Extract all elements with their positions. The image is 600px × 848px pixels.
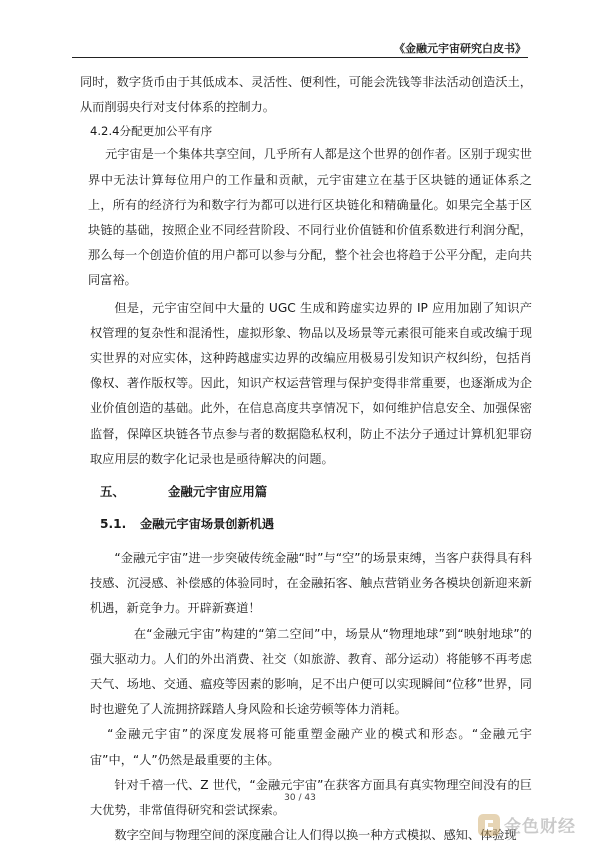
section-heading-5-1 bbox=[90, 512, 532, 536]
paragraph-4: “金融元宇宙”进一步突破传统金融“时”与“空”的场景束缚，当客户获得具有科技感、沉浸感、补偿感的体验同时，在金融拓客、触点营销业务各模块创新迎来新机遇，新竞争力。开辟新赛道！ bbox=[90, 551, 532, 616]
paragraph-6: “金融元宇宙”的深度发展将可能重塑金融产业的模式和形态。“金融元宇宙”中，“人”仍然是最重要的主体。 bbox=[90, 727, 532, 767]
paragraph-8: 数字空间与物理空间的深度融合让人们得以换一种方式模拟、感知、体验现 bbox=[114, 828, 517, 843]
header-rule bbox=[72, 57, 528, 58]
paragraph-1: 同时，数字货币由于其低成本、灵活性、便利性，可能会洗钱等非法活动创造沃土，从而削弱央行对支付体系的控制力。 bbox=[80, 75, 532, 115]
section-title: 金融元宇宙应用篇 bbox=[168, 484, 268, 500]
section-heading-5 bbox=[90, 480, 532, 504]
subsection-heading-4-2-4: 4.2.4分配更加公平有序 bbox=[90, 124, 213, 139]
running-header: 《金融元宇宙研究白皮书》 bbox=[394, 42, 526, 55]
section-number: 五、 bbox=[100, 484, 125, 500]
paragraph-7: 针对千禧一代、Z 世代，“金融元宇宙”在获客方面具有真实物理空间没有的巨大优势，非常值得研究和尝试探索。 bbox=[90, 777, 532, 818]
watermark-text: 金色财经 bbox=[504, 817, 576, 837]
watermark bbox=[478, 812, 576, 837]
paragraph-3: 但是，元宇宙空间中大量的 UGC 生成和跨虚实边界的 IP 应用加剧了知识产权管理的复杂性和混淆性，虚拟形象、物品以及场景等元素很可能来自或改编于现实世界的对应实体，这种跨越虚实边界的改编应用极易引发知识产权纠纷，包括肖像权、著作版权等。因此，知识产权运营管理与保护变得非常重要，也逐渐成为企业价值创造的基础。此外，在信息高度共享情况下，如何维护信息安全、加强保密监督，保障区块链各节点参与者的数据隐私权利，防止不法分子通过计算机犯罪窃取应用层的数字化记录也是亟待解决的问题。 bbox=[90, 300, 532, 466]
page-number: 30 / 43 bbox=[284, 793, 316, 803]
paragraph-2: 元宇宙是一个集体共享空间，几乎所有人都是这个世界的创作者。区别于现实世界中无法计算每位用户的工作量和贡献，元宇宙建立在基于区块链的通证体系之上，所有的经济行为和数字行为都可以进行区块链化和精确量化。如果完全基于区块链的基础，按照企业不同经营阶段、不同行业价值链和价值系数进行利润分配，那么每一个创造价值的用户都可以参与分配，整个社会也将趋于公平分配，走向共同富裕。 bbox=[88, 147, 532, 288]
paragraph-5: 在“金融元宇宙”构建的“第二空间”中，场景从“物理地球”到“映射地球”的强大驱动力。人们的外出消费、社交（如旅游、教育、部分运动）将能够不再考虑天气、场地、交通、瘟疫等因素的影响，足不出户便可以实现瞬间“位移”世界，同时也避免了人流拥挤踩踏人身风险和长途劳顿等体力消耗。 bbox=[90, 626, 532, 717]
section-number: 5.1. bbox=[100, 517, 127, 532]
page-body bbox=[80, 70, 532, 848]
jinse-logo-icon bbox=[478, 814, 500, 836]
section-title: 金融元宇宙场景创新机遇 bbox=[140, 517, 275, 532]
